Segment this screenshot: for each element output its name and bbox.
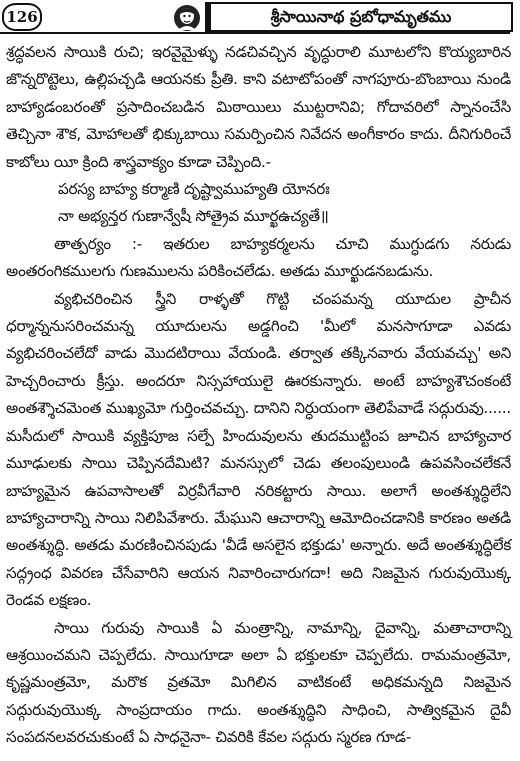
verse-line-2: నా అభ్యన్తర గుణాన్వేషీ సోత్రైవ మూర్ఖఉచ్యతే॥: [58, 207, 329, 226]
page-body: [6, 39, 511, 752]
paragraph-3: సాయి గురువు సాయికి ఏ మంత్రాన్ని, నామాన్ని, దైవాన్ని, మతాచారాన్ని ఆశ్రయించమని చెప్పలేదు. సాయిగూడా అలా ఏ భక్తులకూ చెప్పలేదు. రామమంత్రమో, కృష్ణమంత్రమో, మరొక వ్రతమో మిగిలిన వాటికంటే అధికమన్నది నిజమైన సద్గురువుయొక్క సాంప్రదాయం గాదు. అంతశ్శుద్ధిని సాధించి, సాత్వికమైన దైవీ సంపదనలవరచుకుంటే ఏ సాధనైనా- చివరికి కేవల సద్గురు స్మరణ గూడ-: [6, 618, 511, 747]
paragraph-1: శ్రద్ధవలన సాయికి రుచి; ఇరవైమైళ్ళు నడచివచ్చిన వృద్ధురాలి మూటలోని కొయ్యబారిన జొన్నరొట్టెలు, ఉల్లిపచ్చడి ఆయనకు ప్రీతి. కాని వటాటోపంతో నాగపూరు-బొంబాయి నుండి బాహ్యాడంబరంతో ప్రసాదించబడిన మిఠాయిలు ముట్టరానివి; గోదావరిలో స్నానంచేసి తెచ్చినా శౌక, మోహాలతో భిక్కుబాయి సమర్పించిన నివేదన అంగీకారం కాదు. దీనిగురించే కాబోలు యీ క్రింది శాస్త్రవాక్యం కూడా చెప్పింది.-: [6, 43, 511, 171]
verse-line-1: పరస్య బాహ్య కర్మాణి దృష్ట్వాముహ్యతి యోనరః: [58, 180, 330, 199]
paragraph-2: వ్యభిచరించిన స్త్రీని రాళ్ళతో గొట్టి చంపమన్న యూదుల ప్రాచీన ధర్మాన్ననుసరించమన్న యూదులను అడ్డగించి 'మీలో మనసాగూడా ఎవడు వ్యభిచరించలేదో వాడు మొదటిరాయి వేయండి. తర్వాత తక్కినవారు వేయవచ్చు' అని హెచ్చరించారు క్రీస్తు. అందరూ నిస్సహాయులై ఊరకున్నారు. అంటే బాహ్యశౌచంకంటే అంతశ్శౌచమెంత ముఖ్యమో గుర్తించవచ్చు. దానిని నిర్ధుయంగా తెలిపేవాడే సద్గురువు...... మసీదులో సాయికి వ్యక్తిపూజ సల్పే హిందువులను తుదముట్టింప జూచిన బాహ్యాచార మూఢులకు సాయి చెప్పినదేమిటి? మనస్సులో చెడు తలంపులుండి ఉపవసించలేకనే బాహ్యమైన ఉపవాసాలతో విర్రవీగేవారి నరికట్టారు సాయి. అలాగే అంతశ్శుద్ధిలేని బాహ్యాచారాన్ని సాయి నిలిపివేశారు. మేఘుని ఆచారాన్ని ఆమోదించడానికి కారణం అతడి అంతశ్శుద్ధి. అతడు మరణించినపుడు 'వీడే అసలైన భక్తుడు' అన్నారు. అదే అంతశ్శుద్ధిలేక సద్గ్రంధ వివరణ చేసేవారిని ఆయన నివారించారుగదా! అది నిజమైన గురువుయొక్క రెండవ లక్షణం.: [6, 289, 511, 610]
page-header: [0, 0, 520, 34]
header-rule: [0, 32, 510, 34]
book-title: శ్రీసాయినాథ ప్రబోధామృతము: [205, 2, 513, 32]
page-number: 126: [2, 3, 42, 31]
sai-baba-emblem-icon: [172, 2, 202, 32]
paragraph-meaning: తాత్పర్యం :- ఇతరుల బాహ్యకర్మలను చూచి ముగ్ధుడగు నరుడు అంతరంగికములగు గుణములను పరికించలేడు. అతడు మూర్ఖుడనబడును.: [6, 234, 511, 281]
